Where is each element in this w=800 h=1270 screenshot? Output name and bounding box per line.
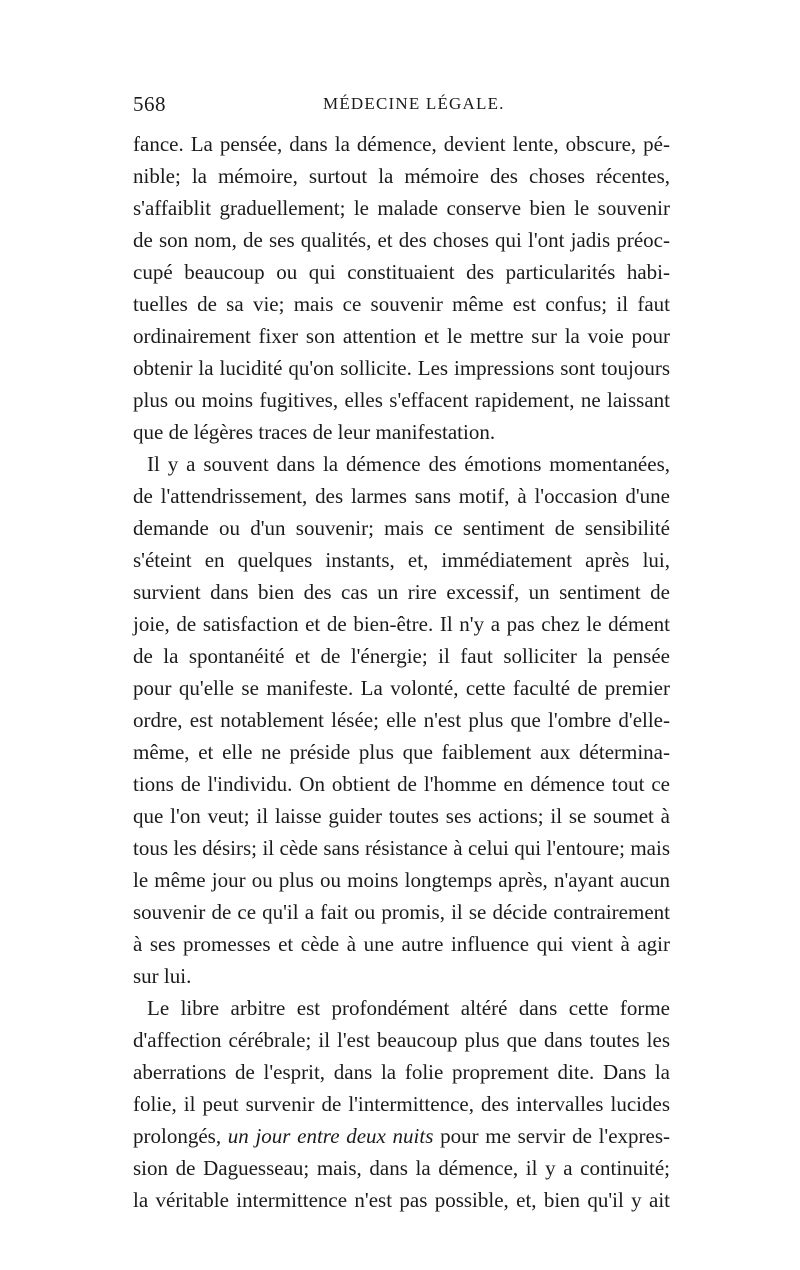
text-fragment: prolongés, [133, 1124, 222, 1148]
text-line: de son nom, de ses qualités, et des choses qui l'ont jadis préoc- [133, 228, 670, 252]
text-line: fance. La pensée, dans la démence, devient lente, obscure, pé- [133, 132, 670, 156]
text-line: tions de l'individu. On obtient de l'homme en démence tout ce [133, 772, 670, 796]
text-line-with-italic [133, 1120, 670, 1152]
text-line: ordinairement fixer son attention et le mettre sur la voie pour [133, 324, 670, 348]
text-line: le même jour ou plus ou moins longtemps après, n'ayant aucun [133, 868, 670, 892]
text-line: s'éteint en quelques instants, et, immédiatement après lui, [133, 548, 670, 572]
text-line: demande ou d'un souvenir; mais ce sentiment de sensibilité [133, 516, 670, 540]
text-line: tous les désirs; il cède sans résistance à celui qui l'entoure; mais [133, 836, 670, 860]
text-line: que de légères traces de leur manifestation. [133, 420, 496, 444]
text-line: folie, il peut survenir de l'intermittence, des intervalles lucides [133, 1092, 670, 1116]
text-line: souvenir de ce qu'il a fait ou promis, il se décide contrairement [133, 900, 670, 924]
text-line: nible; la mémoire, surtout la mémoire des choses récentes, [133, 164, 670, 188]
text-line: Il y a souvent dans la démence des émotions momentanées, [147, 452, 670, 476]
text-line: cupé beaucoup ou qui constituaient des particularités habi- [133, 260, 670, 284]
text-line: survient dans bien des cas un rire excessif, un sentiment de [133, 580, 670, 604]
page-header [133, 92, 673, 122]
body-text [133, 128, 670, 1216]
text-line: d'affection cérébrale; il l'est beaucoup plus que dans toutes les [133, 1028, 670, 1052]
text-line: s'affaiblit graduellement; le malade conserve bien le souvenir [133, 196, 670, 220]
text-line: joie, de satisfaction et de bien-être. Il n'y a pas chez le dément [133, 612, 670, 636]
page-number: 568 [133, 92, 166, 116]
text-line: sur lui. [133, 964, 192, 988]
text-line: obtenir la lucidité qu'on sollicite. Les impressions sont toujours [133, 356, 670, 380]
text-line: même, et elle ne préside plus que faiblement aux détermina- [133, 740, 670, 764]
text-line: de la spontanéité et de l'énergie; il faut solliciter la pensée [133, 644, 670, 668]
text-line: tuelles de sa vie; mais ce souvenir même est confus; il faut [133, 292, 670, 316]
text-line: la véritable intermittence n'est pas possible, et, bien qu'il y ait [133, 1188, 670, 1212]
text-line: Le libre arbitre est profondément altéré dans cette forme [147, 996, 670, 1020]
italic-quote: un jour entre deux nuits [227, 1124, 434, 1148]
text-line: pour qu'elle se manifeste. La volonté, cette faculté de premier [133, 676, 670, 700]
text-fragment: pour me servir de l'expres- [440, 1124, 671, 1148]
text-line: plus ou moins fugitives, elles s'effacent rapidement, ne laissant [133, 388, 670, 412]
running-head: MÉDECINE LÉGALE. [323, 94, 505, 113]
text-line: aberrations de l'esprit, dans la folie proprement dite. Dans la [133, 1060, 670, 1084]
text-line: ordre, est notablement lésée; elle n'est plus que l'ombre d'elle- [133, 708, 670, 732]
text-line: à ses promesses et cède à une autre influence qui vient à agir [133, 932, 670, 956]
text-line: que l'on veut; il laisse guider toutes ses actions; il se soumet à [133, 804, 670, 828]
text-line: de l'attendrissement, des larmes sans motif, à l'occasion d'une [133, 484, 670, 508]
text-line: sion de Daguesseau; mais, dans la démence, il y a continuité; [133, 1156, 670, 1180]
